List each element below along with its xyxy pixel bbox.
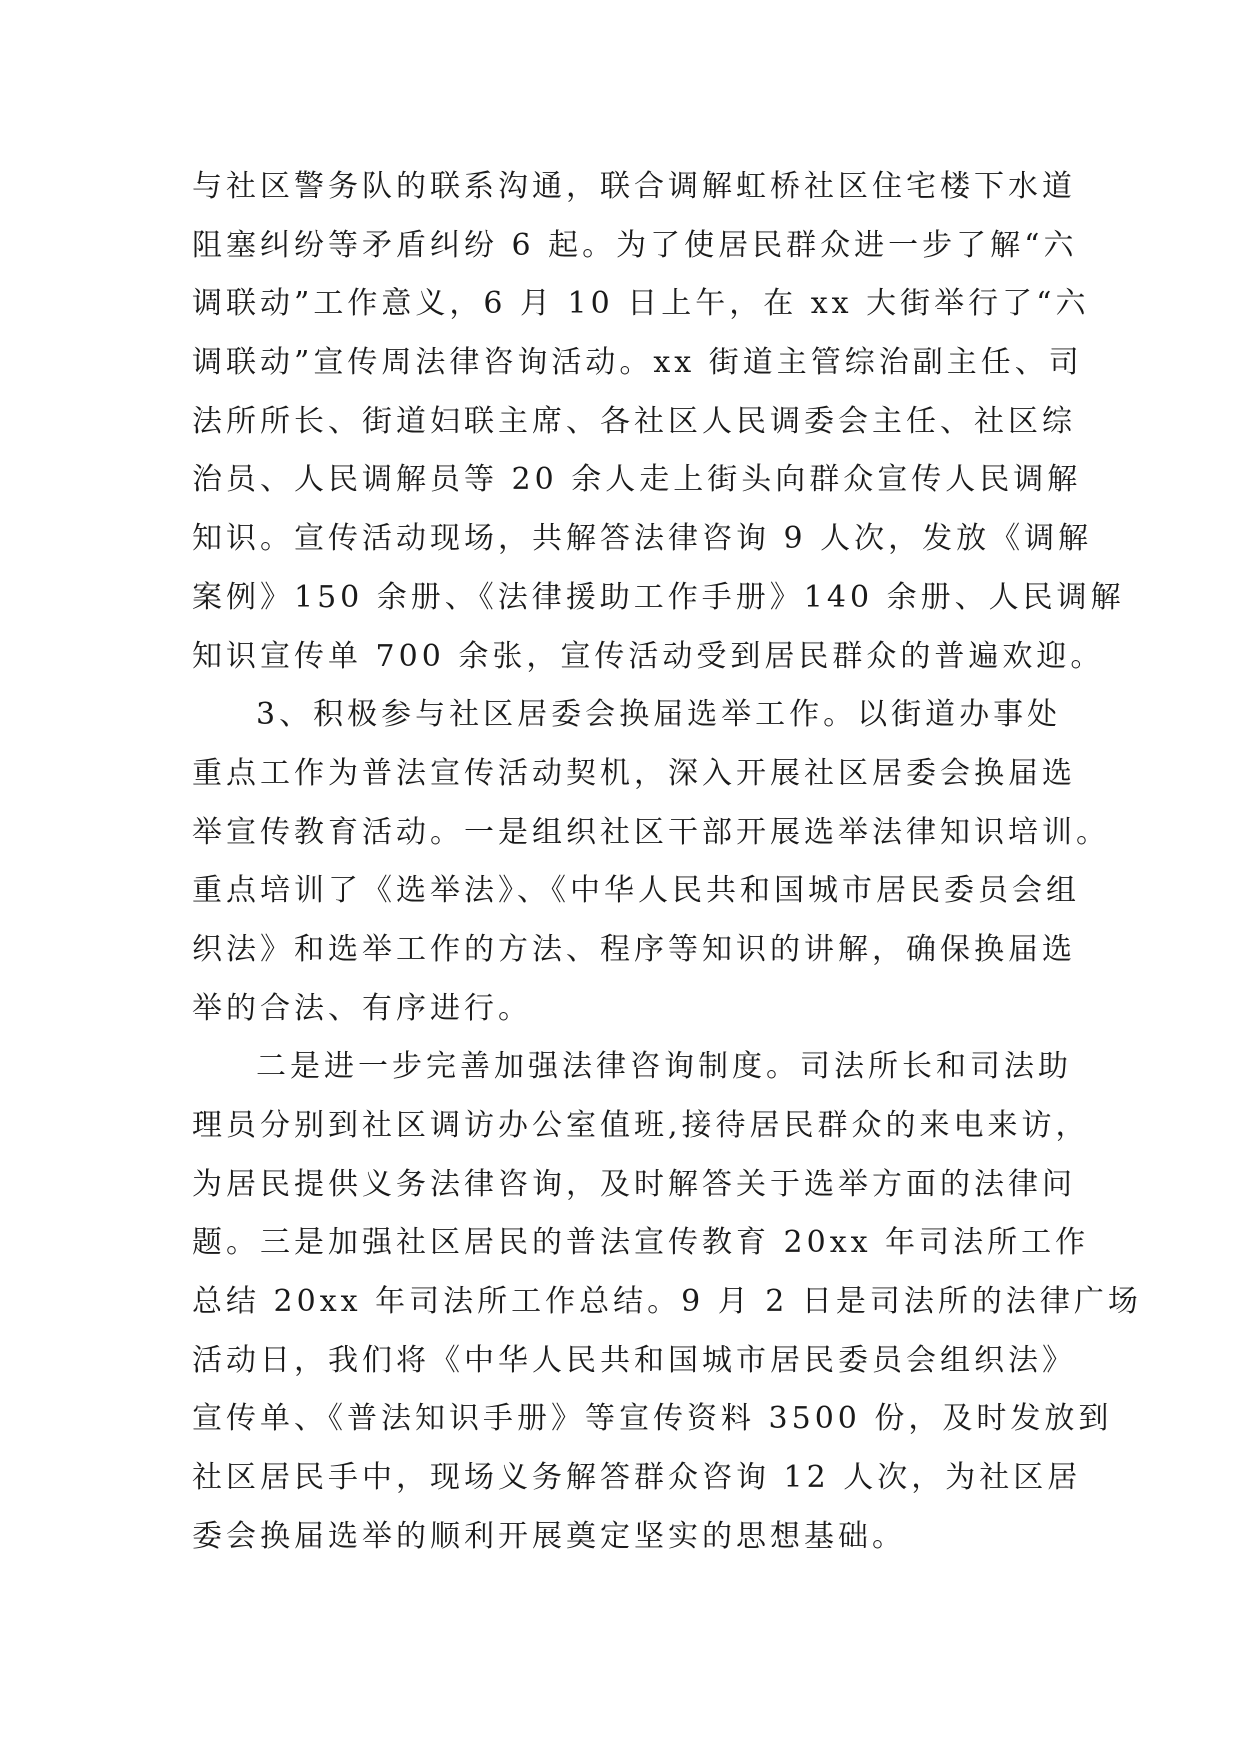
text-line: 治员、人民调解员等 20 余人走上街头向群众宣传人民调解 <box>192 462 1082 498</box>
text-line: 重点工作为普法宣传活动契机，深入开展社区居委会换届选 <box>192 755 1076 791</box>
text-line: 知识宣传单 700 余张，宣传活动受到居民群众的普遍欢迎。 <box>192 638 1105 674</box>
text-line: 3、积极参与社区居委会换届选举工作。以街道办事处 <box>256 697 1062 733</box>
paragraph <box>192 1038 1142 1566</box>
text-line: 宣传单、《普法知识手册》等宣传资料 3500 份，及时发放到 <box>192 1401 1113 1437</box>
text-line: 重点培训了《选举法》、《中华人民共和国城市居民委员会组 <box>192 873 1080 909</box>
text-line: 活动日，我们将《中华人民共和国城市居民委员会组织法》 <box>192 1342 1076 1378</box>
text-line: 织法》和选举工作的方法、程序等知识的讲解，确保换届选 <box>192 931 1076 967</box>
text-line: 知识。宣传活动现场，共解答法律咨询 9 人次，发放《调解 <box>192 521 1093 557</box>
text-line: 调联动”宣传周法律咨询活动。xx 街道主管综治副主任、司 <box>192 345 1083 381</box>
text-line: 调联动”工作意义，6 月 10 日上午，在 xx 大街举行了“六 <box>192 286 1090 322</box>
text-line: 阻塞纠纷等矛盾纠纷 6 起。为了使居民群众进一步了解“六 <box>192 227 1078 263</box>
text-line: 理员分别到社区调访办公室值班,接待居民群众的来电来访， <box>192 1108 1090 1143</box>
text-line: 与社区警务队的联系沟通，联合调解虹桥社区住宅楼下水道 <box>192 169 1076 204</box>
text-line: 总结 20xx 年司法所工作总结。9 月 2 日是司法所的法律广场 <box>192 1284 1142 1320</box>
text-line: 委会换届选举的顺利开展奠定坚实的思想基础。 <box>192 1518 906 1554</box>
text-line: 案例》150 余册、《法律援助工作手册》140 余册、人民调解 <box>192 579 1125 615</box>
document-page <box>192 158 1142 1567</box>
paragraph <box>192 686 1110 1038</box>
text-line: 法所所长、街道妇联主席、各社区人民调委会主任、社区综 <box>192 403 1076 439</box>
text-line: 举的合法、有序进行。 <box>192 990 532 1026</box>
paragraph <box>192 158 1125 686</box>
text-line: 二是进一步完善加强法律咨询制度。司法所长和司法助 <box>256 1049 1072 1085</box>
text-line: 题。三是加强社区居民的普法宣传教育 20xx 年司法所工作 <box>192 1225 1090 1261</box>
text-line: 社区居民手中，现场义务解答群众咨询 12 人次，为社区居 <box>192 1460 1082 1496</box>
text-line: 举宣传教育活动。一是组织社区干部开展选举法律知识培训。 <box>192 814 1110 850</box>
text-line: 为居民提供义务法律咨询，及时解答关于选举方面的法律问 <box>192 1166 1076 1202</box>
